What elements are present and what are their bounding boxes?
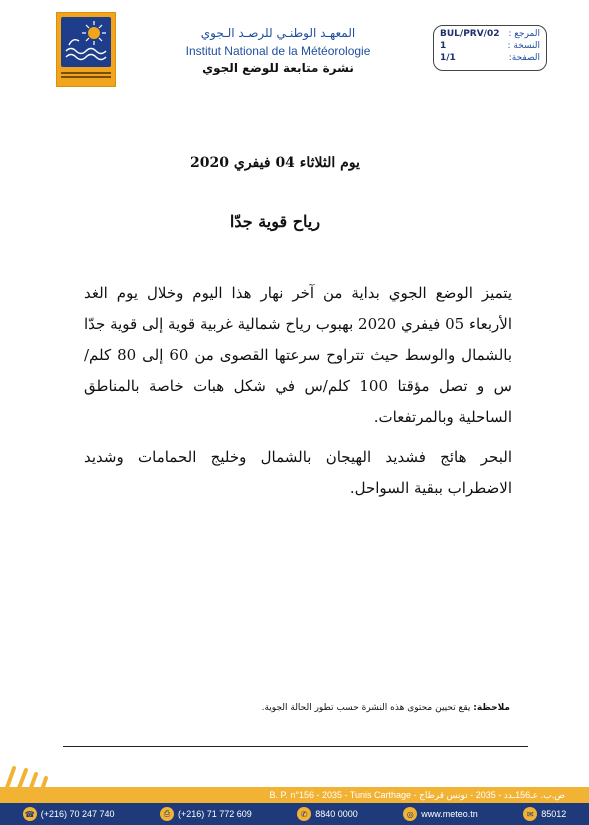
contact-text: (+216) 71 772 609 [177, 809, 252, 819]
reference-box [433, 25, 547, 71]
institute-logo [56, 12, 116, 87]
reference-label: المرجع : [508, 29, 540, 39]
contact-free-phone [297, 807, 358, 821]
divider [63, 746, 528, 747]
body-paragraph: يتميز الوضع الجوي بداية من آخر نهار هذا اليوم وخلال يوم الغد الأربعاء 05 فيفري 2020 بهبوب رياح شمالية غربية قوية إلى قوية جدّا بالشمال والوسط حيث تتراوح سرعتها القصوى من 60 إلى 80 كلم/س و تصل مؤقتا 100 كلم/س في شكل هبات خاصة بالمناطق الساحلية وبالمرتفعات. [84, 284, 513, 426]
contact-text: (+216) 70 247 740 [40, 809, 115, 819]
bulletin-body [84, 278, 512, 504]
fax-icon: ⎙ [160, 807, 174, 821]
reference-value: BUL/PRV/02 [440, 29, 500, 39]
contact-phone [23, 807, 115, 821]
footer-contacts [0, 803, 589, 825]
body-paragraph: البحر هائج فشديد الهيجان بالشمال وخليج الحمامات وشديد الاضطراب ببقية السواحل. [84, 448, 512, 497]
sms-icon: ✉ [523, 807, 537, 821]
page-value: 1/1 [440, 53, 456, 63]
footer-address: B. P. n°156 - 2035 - Tunis Carthage - ص.ب. عـ156ـدد - 2035 - تونس قرطاج [269, 790, 565, 800]
contact-fax [160, 807, 252, 821]
note-label: ملاحظة: [473, 703, 510, 713]
headline: رياح قوية جدّا [229, 212, 321, 231]
phone-icon: ☎ [23, 807, 37, 821]
institute-name-fr: Institut National de la Météorologie [185, 44, 371, 58]
contact-text: www.meteo.tn [421, 809, 478, 819]
note-text: يقع تحيين محتوى هذه النشرة حسب تطور الحالة الجوية. [261, 703, 471, 713]
contact-text: 8840 0000 [315, 809, 358, 819]
version-label: النسخة : [507, 41, 540, 51]
note [190, 703, 510, 713]
globe-icon: ◎ [403, 807, 417, 821]
contact-website [403, 807, 478, 821]
version-value: 1 [440, 41, 447, 51]
contact-text: 85012 [541, 809, 567, 819]
contact-sms [523, 807, 566, 821]
bulletin-date: يوم الثلاثاء 04 فيفري 2020 [190, 155, 360, 171]
phone-free-icon: ✆ [297, 807, 311, 821]
institute-name-ar: المعهـد الوطنـي للرصـد الـجوي [200, 26, 356, 40]
bulletin-title: نشرة متابعة للوضع الجوي [202, 61, 354, 75]
page-label: الصفحة: [508, 53, 540, 63]
